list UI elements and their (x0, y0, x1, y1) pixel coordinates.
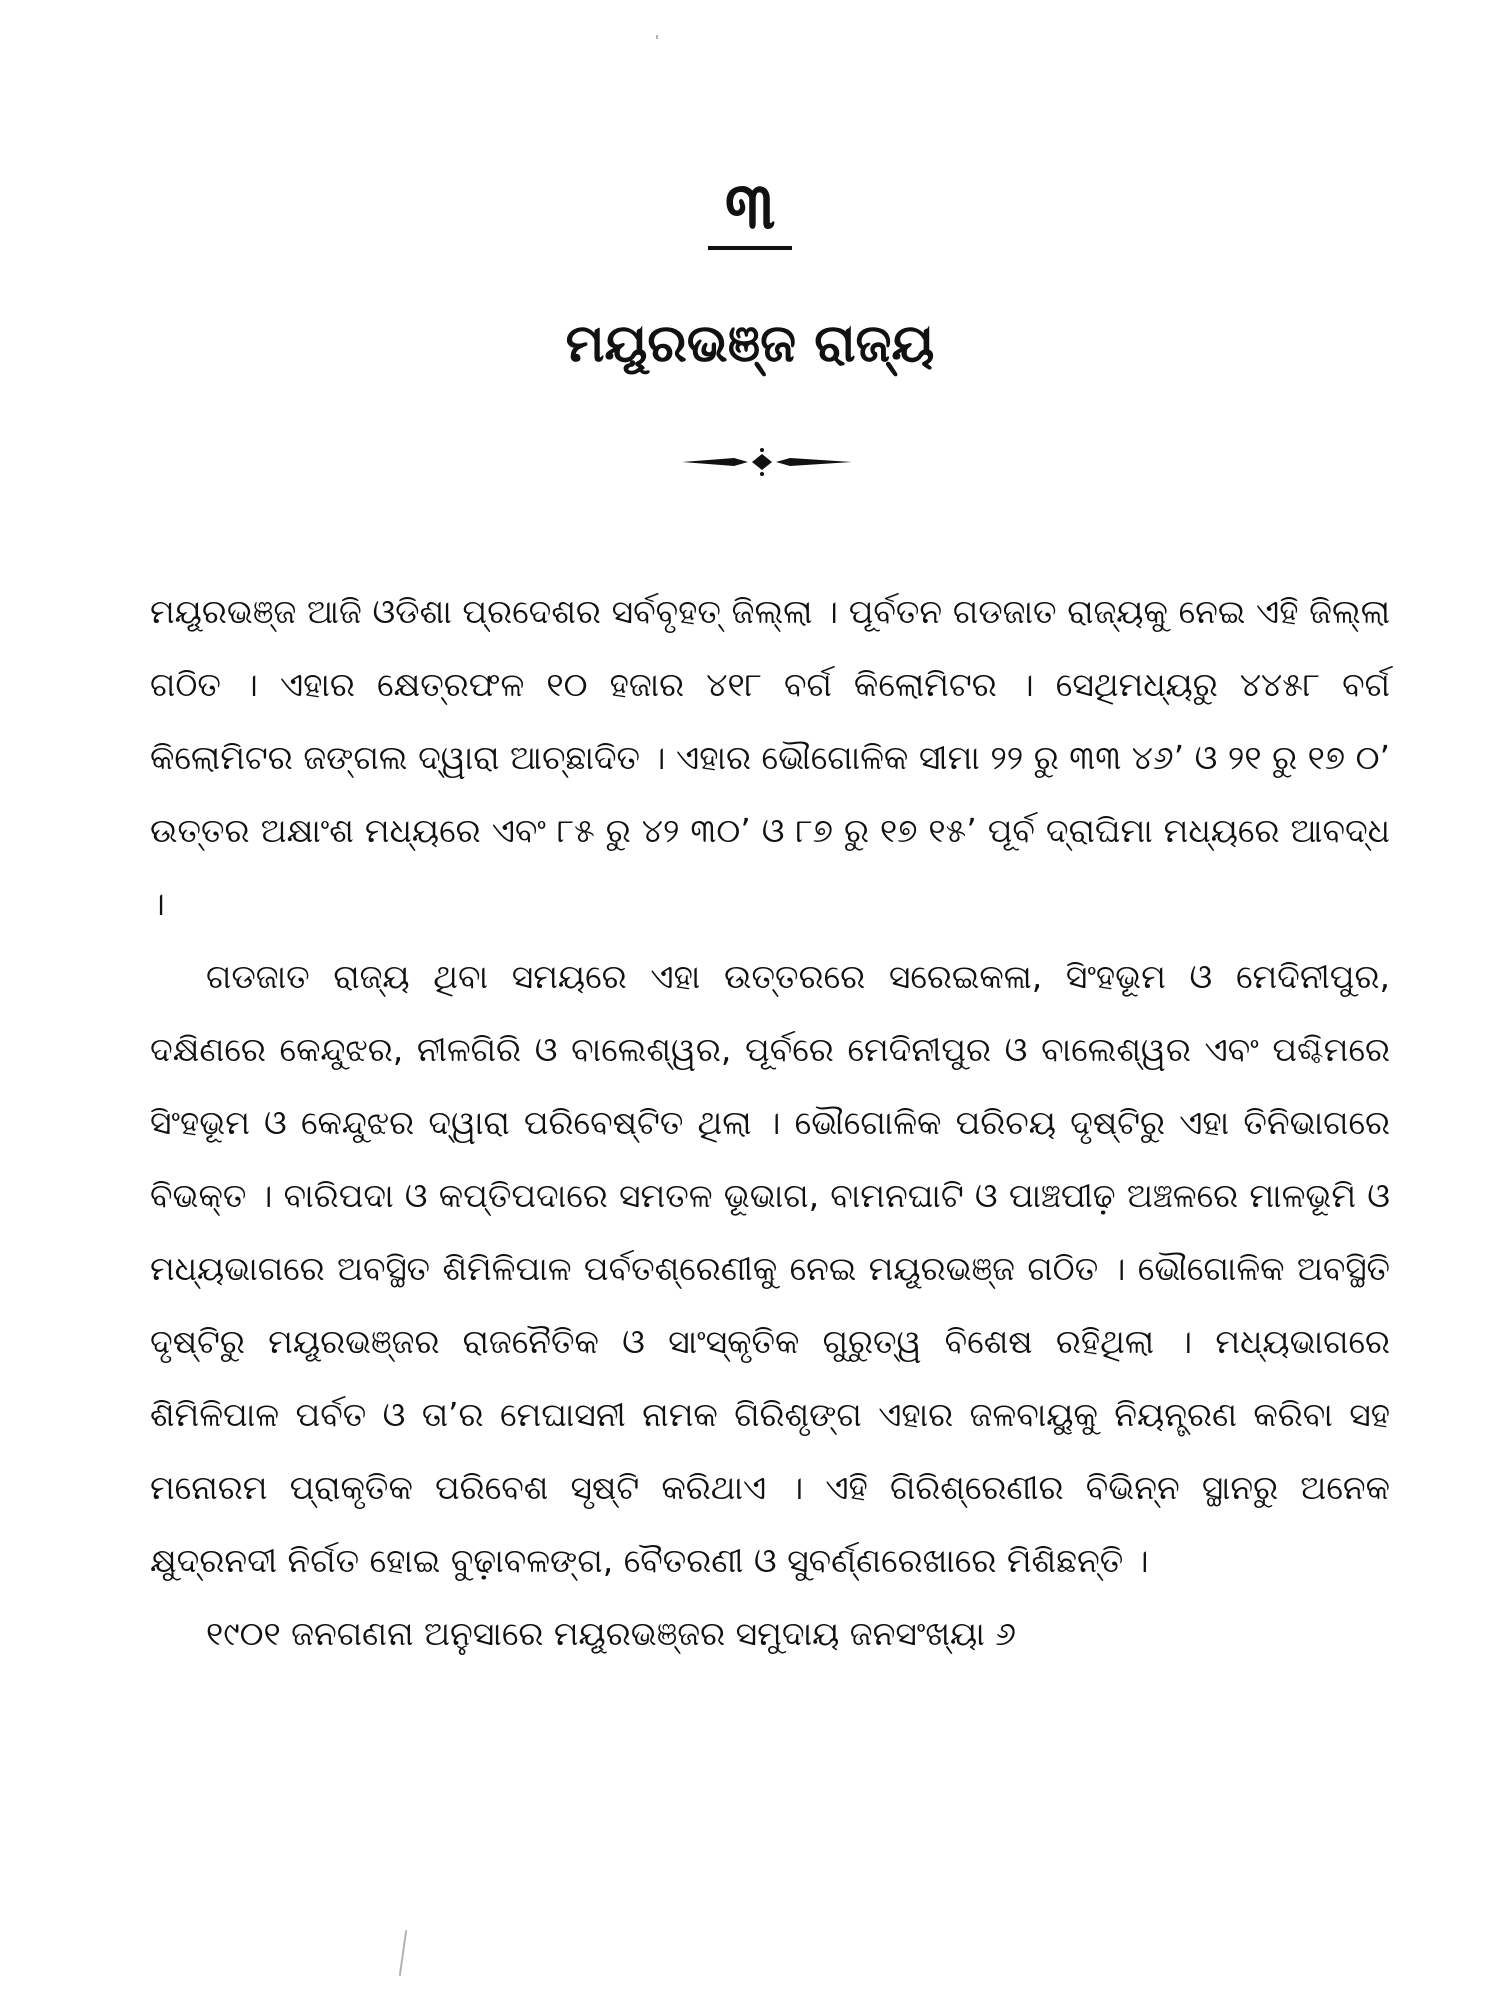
decorative-divider-ornament-icon (682, 447, 852, 477)
paragraph-3: ୧୯୦୧ ଜନଗଣନା ଅନୁସାରେ ମୟୂରଭଞ୍ଜର ସମୁଦାୟ ଜନସଂଖ୍ୟା ୬ (206, 1614, 1016, 1653)
chapter-number: ୩ (724, 170, 776, 244)
chapter-title: ମୟୂରଭଞ୍ଜ ରାଜ୍ୟ (565, 314, 935, 374)
paragraph-2: ଗଡଜାତ ରାଜ୍ୟ ଥିବା ସମୟରେ ଏହା ଉତ୍ତରରେ ସରେଇକଳା, ସିଂହଭୂମ ଓ ମେଦିନୀପୁର, ଦକ୍ଷିଣରେ କେନ୍ଦୁଝର, ନୀଳଗିରି ଓ ବାଲେଶ୍ୱର, ପୂର୍ବରେ ମେଦିନୀପୁର ଓ ବାଲେଶ୍ୱର ଏବଂ ପଶ୍ଚିମରେ ସିଂହଭୂମ ଓ କେନ୍ଦୁଝର ଦ୍ୱାରା ପରିବେଷ୍ଟିତ ଥିଲା । ଭୌଗୋଳିକ ପରିଚୟ ଦୃଷ୍ଟିରୁ ଏହା ତିନିଭାଗରେ ବିଭକ୍ତ । ବାରିପଦା ଓ କପ୍ତିପଦାରେ ସମତଳ ଭୂଭାଗ, ବାମନଘାଟି ଓ ପାଞ୍ଚପୀଢ଼ ଅଞ୍ଚଳରେ ମାଳଭୂମି ଓ ମଧ୍ୟଭାଗରେ ଅବସ୍ଥିତ ଶିମିଳିପାଳ ପର୍ବତଶ୍ରେଣୀକୁ ନେଇ ମୟୂରଭଞ୍ଜ ଗଠିତ । ଭୌଗୋଳିକ ଅବସ୍ଥିତି ଦୃଷ୍ଟିରୁ ମୟୂରଭଞ୍ଜର ରାଜନୈତିକ ଓ ସାଂସ୍କୃତିକ ଗୁରୁତ୍ୱ ବିଶେଷ ରହିଥିଲା । ମଧ୍ୟଭାଗରେ ଶିମିଳିପାଳ ପର୍ବତ ଓ ତା’ର ମେଘାସନୀ ନାମକ ଗିରିଶୃଙ୍ଗ ଏହାର ଜଳବାୟୁକୁ ନିୟନ୍ତ୍ରଣ କରିବା ସହ ମନୋରମ ପ୍ରାକୃତିକ ପରିବେଶ ସୃଷ୍ଟି କରିଥାଏ । ଏହି ଗିରିଶ୍ରେଣୀର ବିଭିନ୍ନ ସ୍ଥାନରୁ ଅନେକ କ୍ଷୁଦ୍ରନଦୀ ନିର୍ଗତ ହୋଇ ବୁଢ଼ାବଳଙ୍ଗ, ବୈତରଣୀ ଓ ସୁବର୍ଣ୍ଣରେଖାରେ ମିଶିଛନ୍ତି । (150, 957, 1390, 1580)
chapter-number-underline (708, 246, 792, 250)
scan-artifact (656, 35, 658, 39)
body-text (150, 575, 1390, 1670)
scan-artifact (399, 1930, 407, 1976)
paragraph-1: ମୟୂରଭଞ୍ଜ ଆଜି ଓଡିଶା ପ୍ରଦେଶର ସର୍ବବୃହତ୍ ଜିଲ୍ଲା । ପୂର୍ବତନ ଗଡଜାତ ରାଜ୍ୟକୁ ନେଇ ଏହି ଜିଲ୍ଲା ଗଠିତ । ଏହାର କ୍ଷେତ୍ରଫଳ ୧୦ ହଜାର ୪୧୮ ବର୍ଗ କିଲୋମିଟର । ସେଥିମଧ୍ୟରୁ ୪୪୫୮ ବର୍ଗ କିଲୋମିଟର ଜଙ୍ଗଲ ଦ୍ୱାରା ଆଚ୍ଛାଦିତ । ଏହାର ଭୌଗୋଳିକ ସୀମା ୨୨ ରୁ ୩୩ ୪୬’ ଓ ୨୧ ରୁ ୧୭ ୦’ ଉତ୍ତର ଅକ୍ଷାଂଶ ମଧ୍ୟରେ ଏବଂ ୮୫ ରୁ ୪୨ ୩୦’ ଓ ୮୭ ରୁ ୧୭ ୧୫’ ପୂର୍ବ ଦ୍ରାଘିମା ମଧ୍ୟରେ ଆବଦ୍ଧ । (150, 592, 1390, 923)
